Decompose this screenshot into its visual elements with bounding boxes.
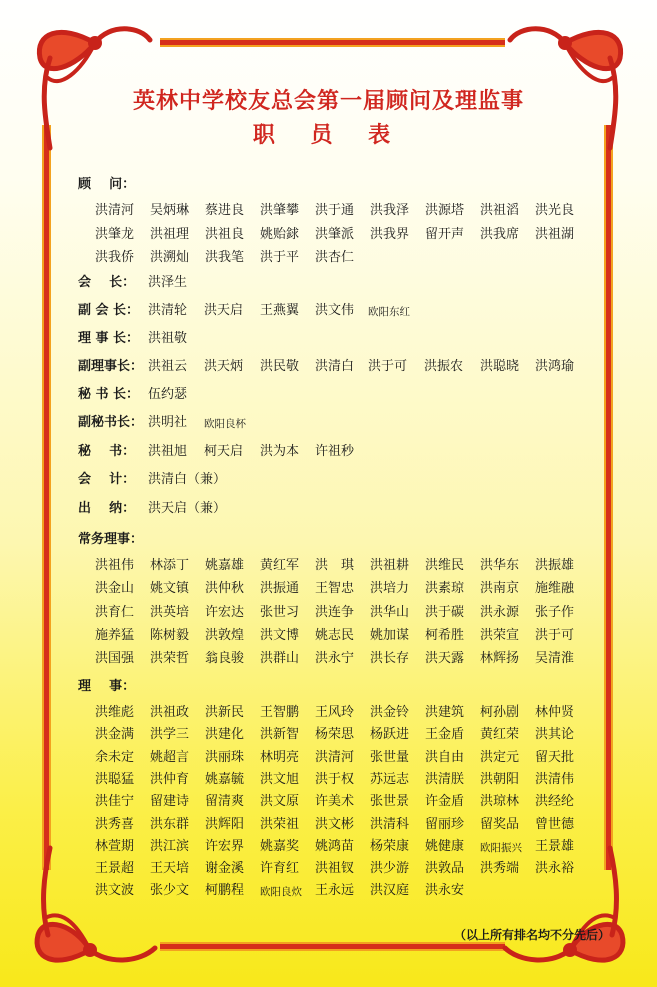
roster-row	[0, 678, 657, 696]
member-name: 洪振通	[260, 581, 300, 597]
member-name: 洪祖钗	[315, 861, 355, 877]
member-name: 王智鹏	[260, 705, 300, 720]
member-name: 柯鹏程	[205, 883, 245, 899]
roster-row	[0, 580, 657, 598]
member-name: 洪肇龙	[95, 226, 135, 242]
member-name: 姚鸿苗	[315, 838, 355, 854]
member-name: 洪文博	[260, 627, 300, 643]
member-name: 洪永宁	[315, 651, 355, 667]
member-name: 许宏达	[205, 604, 245, 620]
member-name: 许金盾	[425, 794, 465, 810]
member-name: 洪文波	[95, 883, 135, 899]
member-name: 洪祖敬	[148, 331, 188, 346]
member-name: 洪金铃	[370, 705, 410, 720]
member-name: 欧阳良炊	[260, 886, 302, 899]
member-name: 洪于可	[535, 627, 575, 643]
member-name: 洪永安	[425, 883, 465, 899]
roster-row	[0, 226, 657, 244]
member-name: 洪连争	[315, 604, 355, 620]
member-name: 洪华山	[370, 604, 410, 620]
member-name: 张世习	[260, 604, 300, 620]
member-name: 洪丽珠	[205, 749, 245, 765]
member-name: 蔡进良	[205, 203, 245, 218]
member-name: 许宏界	[205, 838, 245, 854]
member-name: 洪学三	[150, 727, 190, 743]
member-name: 姚文镇	[150, 581, 190, 597]
member-name: 洪祖滔	[480, 203, 520, 218]
member-name: 洪荣祖	[260, 816, 300, 832]
member-name: 洪东群	[150, 816, 190, 832]
member-name: 洪建化	[205, 727, 245, 743]
roster-row	[0, 176, 657, 194]
member-name: 洪琼林	[480, 794, 520, 810]
member-name: 洪文原	[260, 794, 300, 810]
member-name: 洪金山	[95, 581, 135, 597]
member-name: 洪聪晓	[480, 359, 520, 374]
roster-row	[0, 443, 657, 461]
frame-bottom-border	[160, 942, 505, 951]
member-name: 洪天露	[425, 651, 465, 667]
roster-row	[0, 860, 657, 878]
page-title: 英林中学校友总会第一届顾问及理监事	[132, 89, 524, 114]
member-name: 洪新智	[260, 727, 300, 743]
member-name: 洪南京	[480, 581, 520, 597]
member-name: 王景超	[95, 861, 135, 877]
member-name: 姚加谋	[370, 627, 410, 643]
member-name: 洪清伟	[535, 771, 575, 787]
position-label: 顾 问：	[78, 177, 136, 192]
member-name: 留丽珍	[425, 816, 465, 832]
member-name: 洪我笔	[205, 250, 245, 265]
roster-row	[0, 627, 657, 645]
position-label: 秘 书 长：	[78, 387, 140, 402]
member-name: 洪清河	[315, 749, 355, 765]
member-name: 留奖品	[480, 816, 520, 832]
member-name: 王天培	[150, 861, 190, 877]
member-name: 洪于碳	[425, 604, 465, 620]
member-name: 洪其论	[535, 727, 575, 743]
member-name: 王景雄	[535, 838, 575, 854]
roster-row	[0, 358, 657, 376]
member-name: 洪肇攀	[260, 203, 300, 218]
member-name: 洪英培	[150, 604, 190, 620]
member-name: 洪光良	[535, 203, 575, 218]
roster-row	[0, 274, 657, 292]
member-name: 洪清轮	[148, 303, 188, 318]
member-name: 洪清朕	[425, 771, 465, 787]
member-name: 洪维民	[425, 558, 465, 573]
member-name: 洪溯灿	[150, 250, 190, 265]
member-name: 王燕翼	[260, 303, 300, 318]
member-name: 王智忠	[315, 581, 355, 597]
member-name: 吴清淮	[535, 651, 575, 667]
member-name: 洪华东	[480, 558, 520, 573]
member-name: 洪永裕	[535, 861, 575, 877]
member-name: 洪敦煌	[205, 627, 245, 643]
member-name: 苏远志	[370, 771, 410, 787]
member-name: 洪育仁	[95, 604, 135, 620]
member-name: 洪朝阳	[480, 771, 520, 787]
member-name: 姚贻銶	[260, 226, 300, 242]
roster-row	[0, 604, 657, 622]
member-name: 张世量	[370, 749, 410, 765]
member-name: 柯天启	[204, 444, 244, 459]
roster-row	[0, 531, 657, 549]
member-name: 洪我界	[370, 226, 410, 242]
member-name: 洪仲秋	[205, 581, 245, 597]
member-name: 林仲贤	[535, 705, 575, 720]
member-name: 洪清白	[315, 359, 355, 374]
position-label: 理 事 长：	[78, 331, 140, 346]
member-name: 姚志民	[315, 627, 355, 643]
member-name: 洪清河	[95, 203, 135, 218]
member-name: 洪我泽	[370, 203, 410, 218]
member-name: 姚超言	[150, 749, 190, 765]
frame-top-border	[160, 38, 505, 47]
position-label: 秘 书：	[78, 444, 136, 459]
member-name: 洪秀喜	[95, 816, 135, 832]
member-name: 施维融	[535, 581, 575, 597]
roster-row	[0, 557, 657, 575]
member-name: 许美术	[315, 794, 355, 810]
member-name: 余未定	[95, 749, 135, 765]
member-name: 洪长存	[370, 651, 410, 667]
member-name: 洪我席	[480, 226, 520, 242]
member-name: 许祖秒	[315, 444, 355, 459]
member-name: 洪聪猛	[95, 771, 135, 787]
member-name: 洪祖良	[205, 226, 245, 242]
member-name: 洪汉庭	[370, 883, 410, 899]
member-name: 洪自由	[425, 749, 465, 765]
member-name: 洪祖云	[148, 359, 188, 374]
roster-row	[0, 302, 657, 320]
member-name: 洪佳宁	[95, 794, 135, 810]
member-name: 洪祖耕	[370, 558, 410, 573]
roster-row	[0, 249, 657, 267]
member-name: 黄红军	[260, 558, 300, 573]
member-name: 洪于权	[315, 771, 355, 787]
member-name: 洪敦品	[425, 861, 465, 877]
position-label: 理 事：	[78, 679, 136, 694]
member-name: 张子作	[535, 604, 575, 620]
member-name: 洪天启（兼）	[148, 501, 227, 516]
member-name: 洪文彬	[315, 816, 355, 832]
member-name: 柯希胜	[425, 627, 465, 643]
member-name: 林明亮	[260, 749, 300, 765]
member-name: 王永远	[315, 883, 355, 899]
member-name: 洪祖湖	[535, 226, 575, 242]
member-name: 杨跃进	[370, 727, 410, 743]
member-name: 洪祖理	[150, 226, 190, 242]
member-name: 施养猛	[95, 627, 135, 643]
member-name: 黄红荣	[480, 727, 520, 743]
member-name: 陈树毅	[150, 627, 190, 643]
roster-row	[0, 882, 657, 900]
ordering-note: （以上所有排名均不分先后）	[453, 928, 610, 942]
member-name: 洪清科	[370, 816, 410, 832]
member-name: 柯孙剧	[480, 705, 520, 720]
member-name: 洪我侨	[95, 250, 135, 265]
member-name: 洪天炳	[204, 359, 244, 374]
member-name: 洪于通	[315, 203, 355, 218]
member-name: 留开声	[425, 226, 465, 242]
member-name: 吴炳琳	[150, 203, 190, 218]
position-label: 出 纳：	[78, 501, 136, 516]
member-name: 洪源塔	[425, 203, 465, 218]
roster-row	[0, 793, 657, 811]
roster-row	[0, 500, 657, 518]
position-label: 会 长：	[78, 275, 136, 290]
roster-row	[0, 650, 657, 668]
member-name: 杨荣康	[370, 838, 410, 854]
member-name: 洪少游	[370, 861, 410, 877]
member-name: 翁良骏	[205, 651, 245, 667]
member-name: 欧阳东红	[368, 306, 410, 318]
member-name: 姚嘉奖	[260, 838, 300, 854]
member-name: 洪江滨	[150, 838, 190, 854]
member-name: 姚嘉毓	[205, 771, 245, 787]
position-label: 副理事长：	[78, 359, 144, 374]
member-name: 洪天启	[204, 303, 244, 318]
member-name: 林辉扬	[480, 651, 520, 667]
member-name: 洪于平	[260, 250, 300, 265]
member-name: 王风玲	[315, 705, 355, 720]
member-name: 洪培力	[370, 581, 410, 597]
member-name: 洪肇派	[315, 226, 355, 242]
member-name: 洪明社	[148, 415, 188, 430]
roster-row	[0, 771, 657, 789]
member-name: 洪振农	[424, 359, 464, 374]
member-name: 谢金溪	[205, 861, 245, 877]
member-name: 洪辉阳	[205, 816, 245, 832]
member-name: 留天批	[535, 749, 575, 765]
member-name: 洪仲育	[150, 771, 190, 787]
roster-row	[0, 726, 657, 744]
member-name: 曾世德	[535, 816, 575, 832]
member-name: 林萱期	[95, 838, 135, 854]
member-name: 留清爽	[205, 794, 245, 810]
member-name: 洪秀端	[480, 861, 520, 877]
member-name: 洪祖伟	[95, 558, 135, 573]
member-name: 欧阳振兴	[480, 841, 522, 854]
roster-row	[0, 386, 657, 404]
member-name: 张世景	[370, 794, 410, 810]
position-label: 会 计：	[78, 472, 136, 487]
roster-row	[0, 749, 657, 767]
member-name: 伍约瑟	[148, 387, 188, 402]
member-name: 洪振雄	[535, 558, 575, 573]
member-name: 洪国强	[95, 651, 135, 667]
member-name: 洪祖旭	[148, 444, 188, 459]
roster-row	[0, 202, 657, 220]
member-name: 姚嘉雄	[205, 558, 245, 573]
roster-row	[0, 471, 657, 489]
member-name: 洪祖政	[150, 705, 190, 720]
member-name: 王金盾	[425, 727, 465, 743]
member-name: 洪群山	[260, 651, 300, 667]
member-name: 洪文旭	[260, 771, 300, 787]
member-name: 留建诗	[150, 794, 190, 810]
member-name: 洪金满	[95, 727, 135, 743]
member-name: 洪永源	[480, 604, 520, 620]
member-name: 洪为本	[260, 444, 300, 459]
member-name: 洪荣宣	[480, 627, 520, 643]
member-name: 欧阳良杯	[204, 418, 246, 430]
member-name: 洪经纶	[535, 794, 575, 810]
member-name: 许育红	[260, 861, 300, 877]
member-name: 洪于可	[368, 359, 408, 374]
page-subtitle: 职 员 表	[252, 123, 405, 148]
position-label: 副 会 长：	[78, 303, 140, 318]
member-name: 洪建筑	[425, 705, 465, 720]
member-name: 洪定元	[480, 749, 520, 765]
roster-row	[0, 704, 657, 722]
member-name: 洪 琪	[315, 558, 355, 573]
member-name: 洪清白（兼）	[148, 472, 227, 487]
position-label: 副秘书长：	[78, 415, 144, 430]
member-name: 洪杏仁	[315, 250, 355, 265]
member-name: 杨荣思	[315, 727, 355, 743]
member-name: 洪维彪	[95, 705, 135, 720]
roster-row	[0, 838, 657, 856]
member-name: 洪新民	[205, 705, 245, 720]
roster-row	[0, 414, 657, 432]
member-name: 洪民敬	[260, 359, 300, 374]
member-name: 林添丁	[150, 558, 190, 573]
roster-row	[0, 330, 657, 348]
roster-row	[0, 816, 657, 834]
member-name: 洪文伟	[315, 303, 355, 318]
member-name: 洪鸿瑜	[535, 359, 575, 374]
member-name: 张少文	[150, 883, 190, 899]
member-name: 洪泽生	[148, 275, 188, 290]
member-name: 姚健康	[425, 838, 465, 854]
position-label: 常务理事：	[78, 532, 144, 547]
member-name: 洪素琼	[425, 581, 465, 597]
member-name: 洪荣哲	[150, 651, 190, 667]
